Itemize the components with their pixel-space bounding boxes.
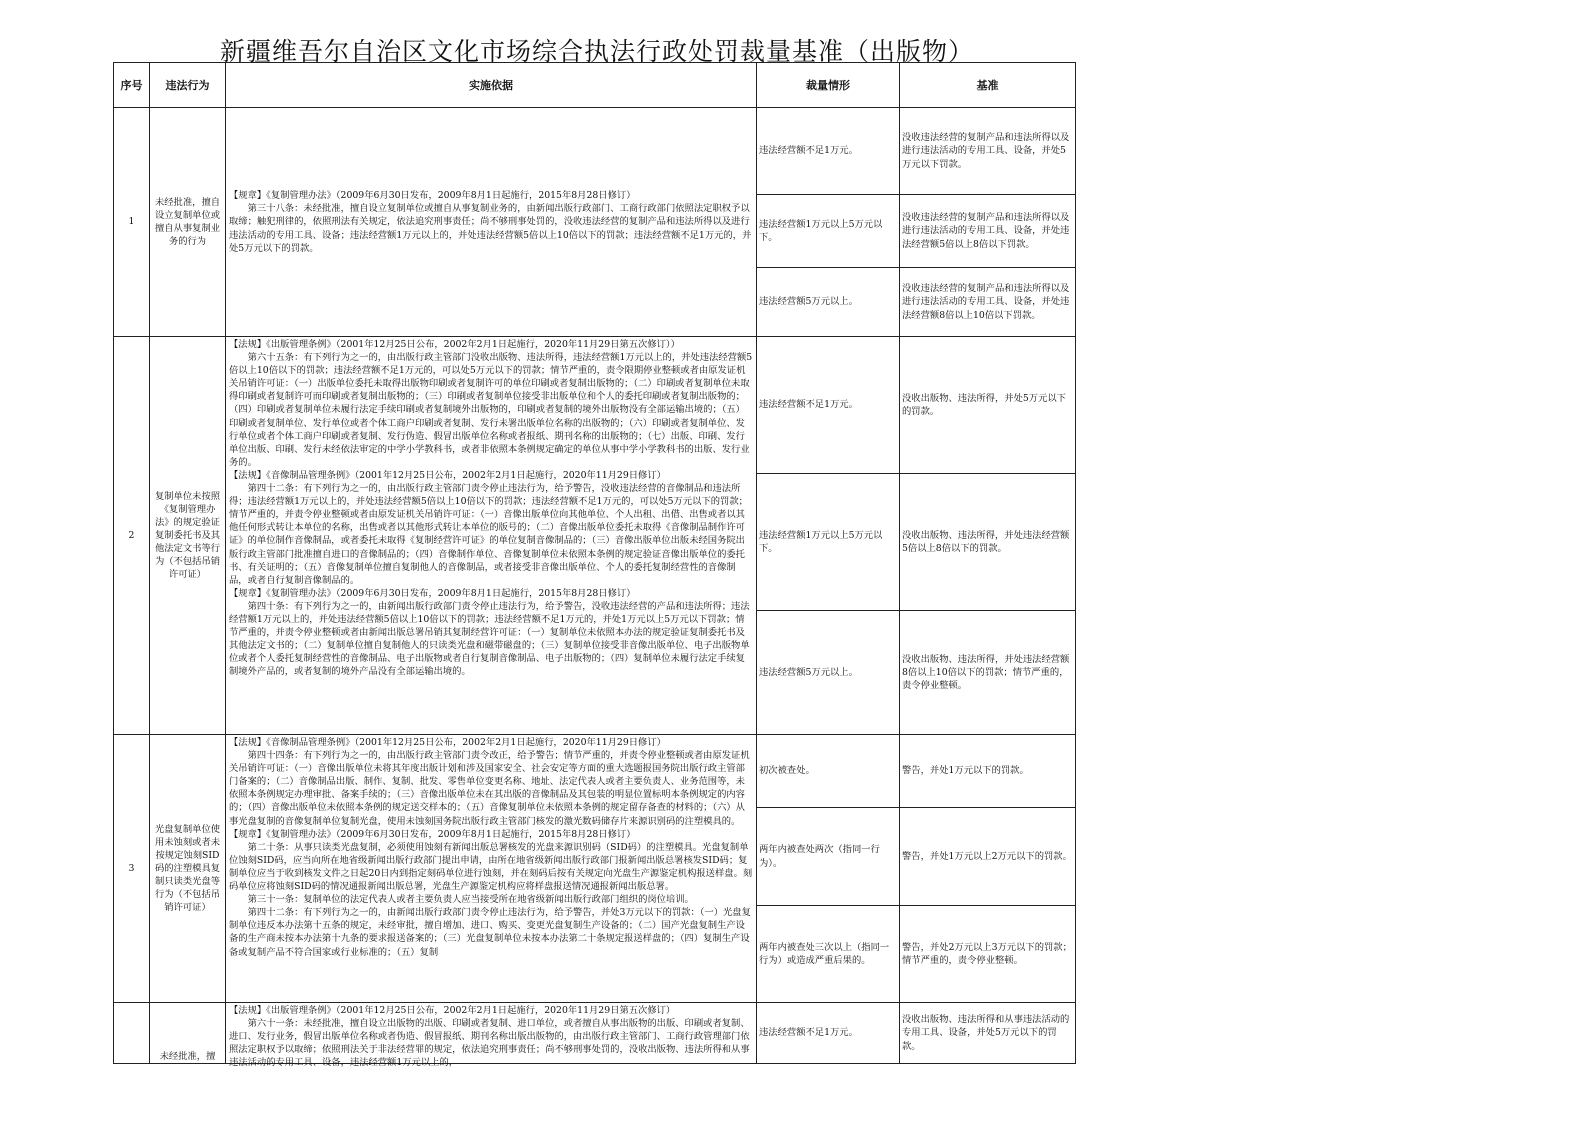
discretion-situation: 初次被查处。 [757, 735, 900, 808]
penalty-standard: 警告，并处1万元以下的罚款。 [900, 735, 1076, 808]
basis-paragraph: 【规章】《复制管理办法》（2009年6月30日发布，2009年8月1日起施行，2015年8月28日修订） [229, 828, 636, 840]
penalty-standard: 没收违法经营的复制产品和违法所得以及进行违法活动的专用工具、设备，并处5万元以下罚款。 [900, 108, 1076, 195]
table-row [114, 108, 1076, 195]
penalty-standard: 没收出版物、违法所得，并处违法经营额8倍以上10倍以下的罚款；情节严重的，责令停业整顿。 [900, 611, 1076, 735]
page-title: 新疆维吾尔自治区文化市场综合执法行政处罚裁量基准（出版物） [220, 37, 975, 66]
penalty-standard: 警告，并处2万元以上3万元以下的罚款；情节严重的，责令停业整顿。 [900, 906, 1076, 1003]
table-row [114, 1003, 1076, 1064]
header-act: 违法行为 [150, 63, 226, 108]
table-row [114, 337, 1076, 474]
basis-paragraph: 第四十条：有下列行为之一的，由新闻出版行政部门责令停止违法行为，给予警告，没收违法经营的产品和违法所得；违法经营额1万元以上的，并处违法经营额5倍以上10倍以下的罚款；违法经营额不足1万元的，并处1万元以上5万元以下罚款；情节严重的，并责令停业整顿或者由新闻出版总署吊销其复制经营许可证：（一）复制单位未依照本办法的规定验证复制委托书及其他法定文书的；（二）复制单位擅自复制他人的只读类光盘和磁带磁盘的；（三）复制单位接受非音像出版单位、电子出版物单位或者个人委托复制经营性的音像制品、电子出版物或者自行复制音像制品、电子出版物的；（四）复制单位未履行法定手续复制境外产品的，或者复制的境外产品没有全部运输出境的。 [229, 600, 750, 678]
discretion-situation: 违法经营额不足1万元。 [757, 337, 900, 474]
basis-paragraph: 【法规】《音像制品管理条例》（2001年12月25日公布，2002年2月1日起施行，2020年11月29日修订） [229, 469, 666, 481]
basis-paragraph: 【规章】《复制管理办法》（2009年6月30日发布，2009年8月1日起施行，2015年8月28日修订） [229, 587, 636, 599]
penalty-standard: 没收出版物、违法所得，并处违法经营额5倍以上8倍以下的罚款。 [900, 474, 1076, 611]
basis-paragraph: 【法规】《出版管理条例》（2001年12月25日公布，2002年2月1日起施行，2020年11月29日第五次修订）） [229, 339, 680, 350]
basis-paragraph: 【法规】《音像制品管理条例》（2001年12月25日公布，2002年2月1日起施行，2020年11月29日修订） [229, 737, 666, 748]
row-number: 1 [114, 108, 150, 337]
legal-basis [226, 1003, 757, 1069]
header-basis: 实施依据 [226, 63, 757, 108]
penalty-standard: 没收违法经营的复制产品和违法所得以及进行违法活动的专用工具、设备，并处违法经营额8倍以上10倍以下罚款。 [900, 268, 1076, 337]
discretion-situation: 违法经营额5万元以上。 [757, 268, 900, 337]
row-number: 3 [114, 735, 150, 1003]
basis-paragraph: 【法规】《出版管理条例》（2001年12月25日公布，2002年2月1日起施行，2020年11月29日第五次修订） [229, 1005, 676, 1016]
violation-act: 复制单位未按照《复制管理办法》的规定验证复制委托书及其他法定文书等行为（不包括吊销许可证） [150, 337, 226, 735]
table-row [114, 735, 1076, 808]
legal-basis [226, 108, 757, 337]
row-number: 2 [114, 337, 150, 735]
discretion-situation: 两年内被查处两次（指同一行为）。 [757, 808, 900, 906]
basis-paragraph: 第三十一条：复制单位的法定代表人或者主要负责人应当接受所在地省级新闻出版行政部门组织的岗位培训。 [247, 894, 694, 906]
header-situation: 裁量情形 [757, 63, 900, 108]
violation-act: 未经批准，擅自设立复制单位或擅自从事复制业务的行为 [150, 108, 226, 337]
header-no: 序号 [114, 63, 150, 108]
penalty-standard: 没收违法经营的复制产品和违法所得以及进行违法活动的专用工具、设备，并处违法经营额5倍以上8倍以下罚款。 [900, 195, 1076, 268]
basis-paragraph: 第三十八条：未经批准，擅自设立复制单位或擅自从事复制业务的，由新闻出版行政部门、工商行政部门依照法定职权予以取缔；触犯刑律的，依照刑法有关规定，依法追究刑事责任；尚不够刑事处罚的，没收违法经营的复制产品和违法所得以及进行违法活动的专用工具、设备；违法经营额1万元以上的，并处违法经营额5倍以上10倍以下的罚款；违法经营额不足1万元的，并处5万元以下的罚款。 [229, 203, 752, 254]
legal-basis [226, 735, 757, 1003]
discretion-situation: 两年内被查处三次以上（指同一行为）或造成严重后果的。 [757, 906, 900, 1003]
discretion-situation: 违法经营额5万元以上。 [757, 611, 900, 735]
penalty-standard: 没收出版物、违法所得和从事违法活动的专用工具、设备，并处5万元以下的罚款。 [900, 1003, 1076, 1064]
discretion-situation: 违法经营额1万元以上5万元以下。 [757, 195, 900, 268]
row-number [114, 1003, 150, 1064]
discretion-situation: 违法经营额不足1万元。 [757, 108, 900, 195]
basis-paragraph: 第四十四条：有下列行为之一的，由出版行政主管部门责令改正，给予警告；情节严重的，并责令停业整顿或者由原发证机关吊销许可证：（一）音像出版单位未将其年度出版计划和涉及国家安全、社会安定等方面的重大选题报国务院出版行政主管部门备案的；（二）音像制品出版、制作、复制、批发、零售单位变更名称、地址、法定代表人或者主要负责人、业务范围等，未依照本条例规定办理审批、备案手续的；（三）音像出版单位未在其出版的音像制品及其包装的明显位置标明本条例规定的内容的；（四）音像出版单位未依照本条例的规定送交样本的；（五）音像复制单位未依照本条例的规定留存备查的材料的；（六）从事光盘复制的音像复制单位复制光盘，使用未蚀刻国务院出版行政主管部门核发的激光数码储存片来源识别码的注塑模具的。 [229, 750, 750, 827]
basis-paragraph: 第四十二条：有下列行为之一的，由新闻出版行政部门责令停止违法行为，给予警告，并处3万元以下的罚款：（一）光盘复制单位违反本办法第十五条的规定，未经审批，擅自增加、进口、购买、变更光盘复制生产设备的；（二）国产光盘复制生产设备的生产商未按本办法第十九条的要求报送备案的；（三）光盘复制单位未按本办法第二十条规定报送样盘的；（四）复制生产设备或复制产品不符合国家或行业标准的；（五）复制 [229, 907, 751, 958]
basis-paragraph: 第二十条：从事只读类光盘复制，必须使用蚀刻有新闻出版总署核发的光盘来源识别码（SID码）的注塑模具。光盘复制单位蚀刻SID码，应当向所在地省级新闻出版行政部门提出申请，由所在地省级新闻出版行政部门报新闻出版总署核发SID码；复制单位应当于收到核发文件之日起20日内到指定刻码单位进行蚀刻，并在刻码后按有关规定向光盘生产源鉴定机构报送样盘。刻码单位应将蚀刻SID码的情况通报新闻出版总署，光盘生产源鉴定机构应将样盘报送情况通报新闻出版总署。 [229, 841, 753, 893]
discretion-situation: 违法经营额1万元以上5万元以下。 [757, 474, 900, 611]
basis-paragraph: 【规章】《复制管理办法》（2009年6月30日发布，2009年8月1日起施行，2015年8月28日修订） [229, 190, 636, 202]
basis-paragraph: 第六十一条：未经批准，擅自设立出版物的出版、印刷或者复制、进口单位，或者擅自从事出版物的出版、印刷或者复制、进口、发行业务，假冒出版单位名称或者伪造、假冒报纸、期刊名称出版出版物的，由出版行政主管部门、工商行政管理部门依照法定职权予以取缔；依照刑法关于非法经营罪的规定，依法追究刑事责任；尚不够刑事处罚的，没收出版物、违法所得和从事违法活动的专用工具、设备，违法经营额1万元以上的， [229, 1018, 750, 1069]
legal-basis [226, 337, 757, 735]
penalty-standard: 没收出版物、违法所得，并处5万元以下的罚款。 [900, 337, 1076, 474]
header-standard: 基准 [900, 63, 1076, 108]
penalty-standard: 警告，并处1万元以上2万元以下的罚款。 [900, 808, 1076, 906]
basis-paragraph: 第六十五条：有下列行为之一的，由出版行政主管部门没收出版物、违法所得，违法经营额1万元以上的，并处违法经营额5倍以上10倍以下的罚款；违法经营额不足1万元的，可以处5万元以下的罚款；情节严重的，责令限期停业整顿或者由原发证机关吊销许可证：（一）出版单位委托未取得出版物印刷或者复制许可的单位印刷或者复制出版物的；（二）印刷或者复制单位未取得印刷或者复制许可而印刷或者复制出版物的；（三）印刷或者复制单位接受非出版单位和个人的委托印刷或者复制出版物的；（四）印刷或者复制单位未履行法定手续印刷或者复制境外出版物的，印刷或者复制的境外出版物没有全部运输出境的；（五）印刷或者复制单位、发行单位或者个体工商户印刷或者复制、发行未署出版单位名称的出版物的；（六）印刷或者复制单位、发行单位或者个体工商户印刷或者复制、发行伪造、假冒出版单位名称或者报纸、期刊名称的出版物的；（七）出版、印刷、发行单位出版、印刷、发行未经依法审定的中学小学教科书，或者非依照本条例规定确定的单位从事中学小学教科书的出版、发行业务的。 [229, 352, 753, 468]
table-header-row [114, 63, 1076, 108]
violation-act: 光盘复制单位使用未蚀刻或者未按规定蚀刻SID码的注塑模具复制只读类光盘等行为（不包括吊销许可证） [150, 735, 226, 1003]
penalty-standard-table [113, 62, 1076, 1069]
discretion-situation: 违法经营额不足1万元。 [757, 1003, 900, 1064]
violation-act: 未经批准，擅 [150, 1003, 226, 1064]
basis-paragraph: 第四十二条：有下列行为之一的，由出版行政主管部门责令停止违法行为，给予警告，没收违法经营的音像制品和违法所得；违法经营额1万元以上的，并处违法经营额5倍以上10倍以下的罚款；违法经营额不足1万元的，可以处5万元以下的罚款；情节严重的，并责令停业整顿或者由原发证机关吊销许可证：（一）音像出版单位向其他单位、个人出租、出借、出售或者以其他任何形式转让本单位的名称，出售或者以其他形式转让本单位的版号的；（二）音像出版单位委托未取得《音像制品制作许可证》的单位制作音像制品，或者委托未取得《复制经营许可证》的单位复制音像制品的；（三）音像出版单位出版未经国务院出版行政主管部门批准擅自进口的音像制品的；（四）音像制作单位、音像复制单位未依照本条例的规定验证音像出版单位的委托书、有关证明的；（五）音像复制单位擅自复制他人的音像制品，或者接受非音像出版单位、个人的委托复制经营性的音像制品，或者自行复制音像制品的。 [229, 483, 748, 586]
